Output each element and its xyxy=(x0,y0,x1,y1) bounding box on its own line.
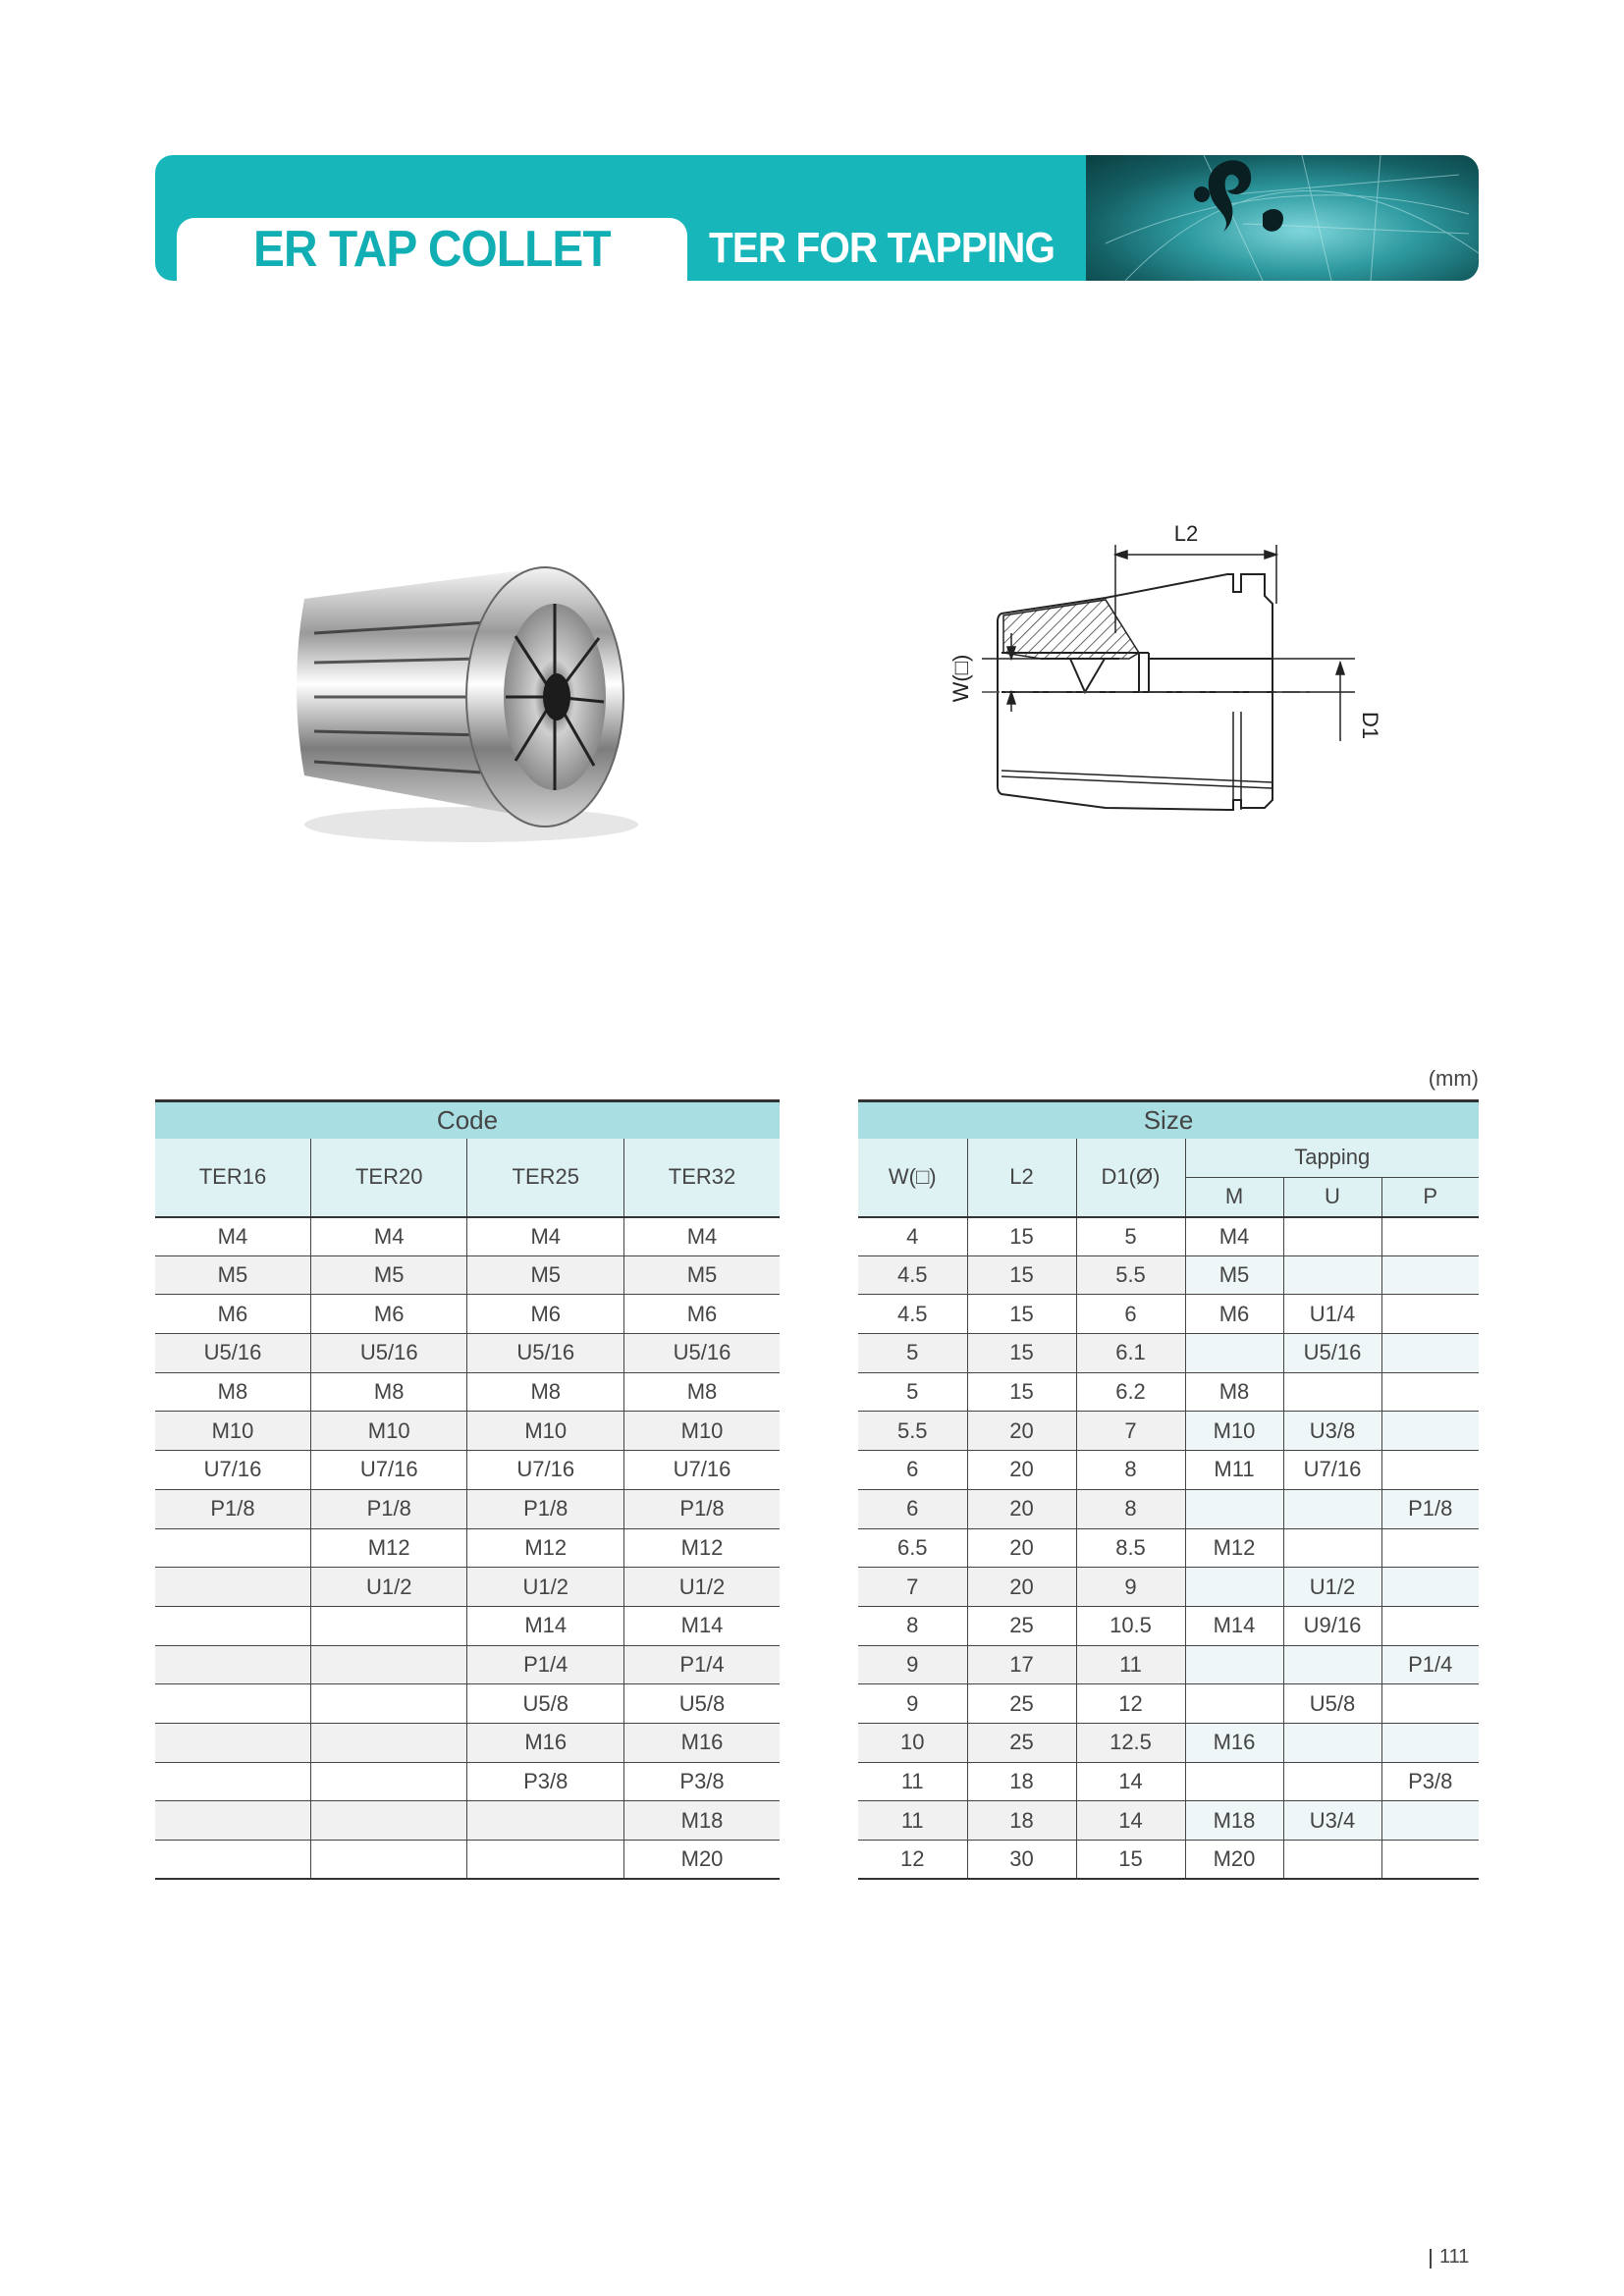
table-cell: U3/4 xyxy=(1283,1801,1381,1841)
table-cell: 8 xyxy=(1076,1489,1185,1528)
table-cell xyxy=(155,1606,310,1645)
code-column-header: TER16 xyxy=(155,1139,310,1217)
table-cell xyxy=(1381,1841,1479,1880)
table-cell: P1/8 xyxy=(467,1489,624,1528)
table-row xyxy=(858,1762,1479,1801)
table-cell: M4 xyxy=(624,1217,780,1256)
table-cell xyxy=(1283,1217,1381,1256)
table-cell: 5.5 xyxy=(858,1412,967,1451)
table-cell: M12 xyxy=(1185,1528,1283,1568)
table-cell: 5 xyxy=(1076,1217,1185,1256)
table-cell xyxy=(1185,1489,1283,1528)
table-row xyxy=(858,1684,1479,1724)
table-row xyxy=(858,1568,1479,1607)
table-cell: P3/8 xyxy=(624,1762,780,1801)
table-cell: 9 xyxy=(858,1645,967,1684)
table-cell: 6 xyxy=(858,1489,967,1528)
table-cell: U5/16 xyxy=(467,1334,624,1373)
table-cell: 12 xyxy=(858,1841,967,1880)
table-cell xyxy=(155,1645,310,1684)
header-photo xyxy=(1086,155,1479,281)
table-cell xyxy=(1283,1372,1381,1412)
table-cell: M4 xyxy=(1185,1217,1283,1256)
table-cell xyxy=(155,1841,310,1880)
table-cell: M20 xyxy=(1185,1841,1283,1880)
table-cell: 20 xyxy=(967,1568,1076,1607)
table-cell xyxy=(1381,1723,1479,1762)
table-cell: P1/8 xyxy=(310,1489,467,1528)
code-column-header: TER25 xyxy=(467,1139,624,1217)
table-cell: 6 xyxy=(858,1451,967,1490)
table-cell: 12 xyxy=(1076,1684,1185,1724)
table-cell: 6.2 xyxy=(1076,1372,1185,1412)
table-cell: 14 xyxy=(1076,1801,1185,1841)
table-cell: 25 xyxy=(967,1723,1076,1762)
table-cell: U5/16 xyxy=(1283,1334,1381,1373)
w-column-header: W(□) xyxy=(858,1139,967,1217)
table-cell: M10 xyxy=(310,1412,467,1451)
dimension-l2-label: L2 xyxy=(1173,521,1199,546)
table-cell: 18 xyxy=(967,1801,1076,1841)
table-cell: M12 xyxy=(624,1528,780,1568)
table-cell: 11 xyxy=(1076,1645,1185,1684)
table-cell: U7/16 xyxy=(467,1451,624,1490)
table-cell: 20 xyxy=(967,1489,1076,1528)
table-cell: 6.5 xyxy=(858,1528,967,1568)
table-cell: 11 xyxy=(858,1762,967,1801)
table-cell: M10 xyxy=(155,1412,310,1451)
table-cell: U7/16 xyxy=(155,1451,310,1490)
table-cell xyxy=(310,1723,467,1762)
table-cell: U9/16 xyxy=(1283,1606,1381,1645)
table-cell: 7 xyxy=(858,1568,967,1607)
tapping-p-header: P xyxy=(1381,1178,1479,1217)
table-cell xyxy=(1283,1528,1381,1568)
table-row xyxy=(858,1217,1479,1256)
l2-column-header: L2 xyxy=(967,1139,1076,1217)
table-cell: 14 xyxy=(1076,1762,1185,1801)
technical-drawing xyxy=(943,515,1424,839)
table-cell: M6 xyxy=(155,1295,310,1334)
code-table-body xyxy=(155,1217,780,1880)
table-cell: M8 xyxy=(1185,1372,1283,1412)
table-cell: 4 xyxy=(858,1217,967,1256)
table-row xyxy=(155,1762,780,1801)
table-cell xyxy=(1283,1723,1381,1762)
table-cell: M6 xyxy=(310,1295,467,1334)
table-cell: M20 xyxy=(624,1841,780,1880)
table-cell xyxy=(310,1762,467,1801)
table-row xyxy=(155,1295,780,1334)
table-cell xyxy=(310,1801,467,1841)
table-cell: 11 xyxy=(858,1801,967,1841)
table-cell xyxy=(1283,1841,1381,1880)
dimension-w-label: W(□) xyxy=(948,654,973,703)
table-cell: P1/4 xyxy=(467,1645,624,1684)
table-cell: M6 xyxy=(467,1295,624,1334)
table-cell xyxy=(155,1528,310,1568)
table-cell xyxy=(1283,1489,1381,1528)
table-cell xyxy=(1381,1255,1479,1295)
table-cell: 12.5 xyxy=(1076,1723,1185,1762)
table-cell xyxy=(467,1801,624,1841)
table-row xyxy=(155,1568,780,1607)
table-cell xyxy=(155,1684,310,1724)
page-subtitle: TER FOR TAPPING xyxy=(709,224,1056,272)
table-cell: 5 xyxy=(858,1334,967,1373)
table-cell: U7/16 xyxy=(310,1451,467,1490)
table-row xyxy=(858,1801,1479,1841)
table-cell: M4 xyxy=(155,1217,310,1256)
size-table xyxy=(858,1099,1479,1880)
table-cell xyxy=(1381,1295,1479,1334)
table-row xyxy=(858,1255,1479,1295)
table-cell: U5/8 xyxy=(467,1684,624,1724)
table-row xyxy=(858,1451,1479,1490)
table-cell: U5/8 xyxy=(624,1684,780,1724)
table-row xyxy=(858,1489,1479,1528)
table-cell: M4 xyxy=(467,1217,624,1256)
table-cell: M5 xyxy=(155,1255,310,1295)
table-row xyxy=(155,1451,780,1490)
table-cell: M8 xyxy=(310,1372,467,1412)
table-cell xyxy=(155,1801,310,1841)
table-cell xyxy=(1381,1334,1479,1373)
table-cell: 15 xyxy=(967,1295,1076,1334)
table-cell xyxy=(310,1684,467,1724)
table-row xyxy=(155,1684,780,1724)
table-cell: M12 xyxy=(310,1528,467,1568)
table-cell: 8 xyxy=(1076,1451,1185,1490)
table-cell: 17 xyxy=(967,1645,1076,1684)
table-cell: 25 xyxy=(967,1606,1076,1645)
table-row xyxy=(155,1412,780,1451)
table-cell xyxy=(1185,1568,1283,1607)
table-cell: M6 xyxy=(624,1295,780,1334)
table-row xyxy=(858,1841,1479,1880)
table-cell xyxy=(155,1762,310,1801)
table-cell: 4.5 xyxy=(858,1255,967,1295)
table-cell: U5/16 xyxy=(310,1334,467,1373)
table-cell xyxy=(310,1606,467,1645)
table-cell xyxy=(1283,1645,1381,1684)
unit-label: (mm) xyxy=(1428,1066,1479,1091)
table-cell: M14 xyxy=(1185,1606,1283,1645)
table-row xyxy=(155,1528,780,1568)
table-cell: U5/16 xyxy=(624,1334,780,1373)
table-cell: M6 xyxy=(1185,1295,1283,1334)
table-cell: U7/16 xyxy=(624,1451,780,1490)
tapping-u-header: U xyxy=(1283,1178,1381,1217)
table-cell: 20 xyxy=(967,1528,1076,1568)
table-cell: 10.5 xyxy=(1076,1606,1185,1645)
table-row xyxy=(155,1841,780,1880)
table-cell: M8 xyxy=(155,1372,310,1412)
table-cell: P3/8 xyxy=(467,1762,624,1801)
table-cell: M12 xyxy=(467,1528,624,1568)
table-cell: 20 xyxy=(967,1412,1076,1451)
table-cell: M16 xyxy=(624,1723,780,1762)
page-title: ER TAP COLLET xyxy=(253,221,611,278)
table-cell: 25 xyxy=(967,1684,1076,1724)
table-cell: U5/16 xyxy=(155,1334,310,1373)
header-banner xyxy=(155,155,1479,281)
tapping-m-header: M xyxy=(1185,1178,1283,1217)
table-cell: 18 xyxy=(967,1762,1076,1801)
table-row xyxy=(858,1645,1479,1684)
table-cell xyxy=(1381,1801,1479,1841)
table-cell: M8 xyxy=(624,1372,780,1412)
table-row xyxy=(155,1217,780,1256)
table-cell: 8.5 xyxy=(1076,1528,1185,1568)
table-cell xyxy=(1185,1762,1283,1801)
table-cell: 15 xyxy=(1076,1841,1185,1880)
table-row xyxy=(155,1489,780,1528)
table-cell: 15 xyxy=(967,1372,1076,1412)
table-cell: U1/2 xyxy=(1283,1568,1381,1607)
table-row xyxy=(155,1334,780,1373)
table-cell: 20 xyxy=(967,1451,1076,1490)
table-row xyxy=(155,1606,780,1645)
table-cell xyxy=(1381,1528,1479,1568)
table-cell: P1/8 xyxy=(624,1489,780,1528)
table-cell: M5 xyxy=(1185,1255,1283,1295)
table-cell: M14 xyxy=(624,1606,780,1645)
table-cell: 30 xyxy=(967,1841,1076,1880)
table-cell: P1/4 xyxy=(624,1645,780,1684)
table-cell: 10 xyxy=(858,1723,967,1762)
table-row xyxy=(858,1372,1479,1412)
table-cell: M14 xyxy=(467,1606,624,1645)
table-cell xyxy=(1185,1334,1283,1373)
code-table xyxy=(155,1099,780,1880)
dimension-d1-label: D1 xyxy=(1358,712,1382,740)
table-cell: U7/16 xyxy=(1283,1451,1381,1490)
table-row xyxy=(858,1412,1479,1451)
table-cell: M10 xyxy=(1185,1412,1283,1451)
table-cell xyxy=(1381,1684,1479,1724)
table-row xyxy=(155,1723,780,1762)
table-cell xyxy=(1185,1645,1283,1684)
table-cell: M10 xyxy=(624,1412,780,1451)
table-cell xyxy=(1185,1684,1283,1724)
table-cell xyxy=(310,1841,467,1880)
table-cell: 5 xyxy=(858,1372,967,1412)
table-cell: 15 xyxy=(967,1255,1076,1295)
table-cell xyxy=(1381,1606,1479,1645)
table-row xyxy=(858,1723,1479,1762)
table-cell: 6.1 xyxy=(1076,1334,1185,1373)
table-cell: 9 xyxy=(1076,1568,1185,1607)
table-cell xyxy=(1283,1255,1381,1295)
size-table-title: Size xyxy=(858,1101,1479,1139)
table-cell: M5 xyxy=(310,1255,467,1295)
table-cell: M10 xyxy=(467,1412,624,1451)
code-column-header: TER20 xyxy=(310,1139,467,1217)
table-cell: P3/8 xyxy=(1381,1762,1479,1801)
table-cell xyxy=(1283,1762,1381,1801)
table-cell: 15 xyxy=(967,1217,1076,1256)
table-cell: U3/8 xyxy=(1283,1412,1381,1451)
table-cell: P1/4 xyxy=(1381,1645,1479,1684)
table-row xyxy=(155,1801,780,1841)
page-number-text: 111 xyxy=(1439,2246,1470,2268)
table-row xyxy=(155,1645,780,1684)
table-cell: M16 xyxy=(467,1723,624,1762)
size-table-body xyxy=(858,1217,1479,1880)
table-row xyxy=(858,1528,1479,1568)
table-cell: U1/2 xyxy=(624,1568,780,1607)
table-cell: M16 xyxy=(1185,1723,1283,1762)
table-cell: U1/2 xyxy=(467,1568,624,1607)
table-cell: 8 xyxy=(858,1606,967,1645)
table-cell: 9 xyxy=(858,1684,967,1724)
table-row xyxy=(858,1295,1479,1334)
table-cell xyxy=(1381,1372,1479,1412)
table-cell: M4 xyxy=(310,1217,467,1256)
table-row xyxy=(155,1372,780,1412)
table-cell xyxy=(155,1723,310,1762)
table-cell: M11 xyxy=(1185,1451,1283,1490)
table-cell xyxy=(310,1645,467,1684)
code-column-header: TER32 xyxy=(624,1139,780,1217)
table-cell xyxy=(1381,1568,1479,1607)
d1-column-header: D1(Ø) xyxy=(1076,1139,1185,1217)
table-cell: 4.5 xyxy=(858,1295,967,1334)
table-cell: M5 xyxy=(624,1255,780,1295)
table-cell: M18 xyxy=(624,1801,780,1841)
table-cell: 15 xyxy=(967,1334,1076,1373)
table-row xyxy=(858,1606,1479,1645)
table-cell: M8 xyxy=(467,1372,624,1412)
table-row xyxy=(858,1334,1479,1373)
code-table-title: Code xyxy=(155,1101,780,1139)
table-cell xyxy=(1381,1217,1479,1256)
table-cell: M18 xyxy=(1185,1801,1283,1841)
table-cell: M5 xyxy=(467,1255,624,1295)
table-cell: 6 xyxy=(1076,1295,1185,1334)
table-cell xyxy=(467,1841,624,1880)
page-number xyxy=(1430,2246,1469,2269)
table-cell: P1/8 xyxy=(155,1489,310,1528)
table-row xyxy=(155,1255,780,1295)
table-cell xyxy=(1381,1451,1479,1490)
table-cell: 7 xyxy=(1076,1412,1185,1451)
collet-photo xyxy=(275,530,658,854)
table-cell: 5.5 xyxy=(1076,1255,1185,1295)
table-cell xyxy=(155,1568,310,1607)
table-cell: U5/8 xyxy=(1283,1684,1381,1724)
table-cell: P1/8 xyxy=(1381,1489,1479,1528)
tapping-column-header: Tapping xyxy=(1185,1139,1479,1178)
table-cell: U1/2 xyxy=(310,1568,467,1607)
table-cell: U1/4 xyxy=(1283,1295,1381,1334)
table-cell xyxy=(1381,1412,1479,1451)
